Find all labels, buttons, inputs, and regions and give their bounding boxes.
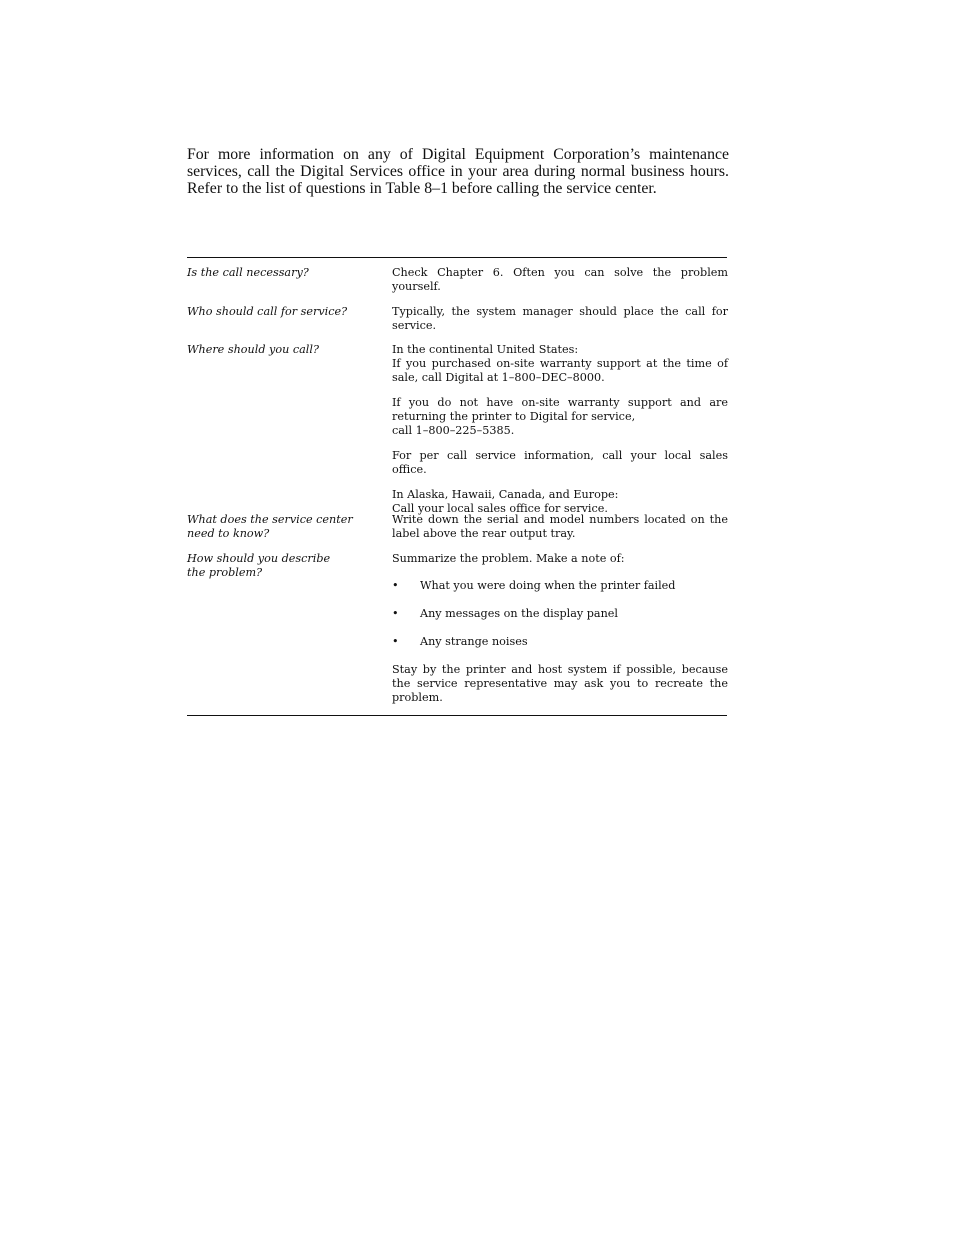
- question-cell: Who should call for service?: [187, 305, 348, 318]
- answer-text: Stay by the printer and host system if possible, because the service representative may ask you to recreate the problem.: [392, 663, 728, 704]
- question-cell: How should you describe the problem?: [187, 552, 331, 579]
- table-bottom-rule: [187, 715, 727, 716]
- list-item-text: Any messages on the display panel: [420, 607, 618, 620]
- answer-text: If you do not have on-site warranty support and are returning the printer to Digital for service, call 1–800–225–5385.: [392, 396, 728, 437]
- bullet-icon: •: [392, 635, 399, 648]
- question-cell: Is the call necessary?: [187, 266, 309, 279]
- answer-cell: [392, 552, 728, 705]
- question-cell: What does the service center need to know?: [187, 513, 353, 540]
- answer-text: In Alaska, Hawaii, Canada, and Europe: Call your local sales office for service.: [392, 488, 619, 515]
- question-cell: Where should you call?: [187, 343, 319, 356]
- list-item-text: Any strange noises: [420, 635, 528, 648]
- answer-cell: [392, 266, 728, 294]
- bullet-icon: •: [392, 579, 399, 592]
- answer-text: For per call service information, call your local sales office.: [392, 449, 728, 476]
- table-top-rule: [187, 257, 727, 258]
- answer-cell: [392, 305, 728, 333]
- list-item: [392, 579, 728, 593]
- list-item: [392, 607, 728, 621]
- answer-text: Write down the serial and model numbers located on the label above the rear output tray.: [392, 513, 728, 540]
- bullet-list: [392, 579, 728, 649]
- answer-cell: [392, 343, 728, 516]
- answer-text: In the continental United States: If you purchased on-site warranty support at the time of sale, call Digital at 1–800–DEC–8000.: [392, 343, 728, 384]
- answer-text: Summarize the problem. Make a note of:: [392, 552, 625, 565]
- list-item: [392, 635, 728, 649]
- intro-paragraph: For more information on any of Digital Equipment Corporation’s maintenance services, call the Digital Services office in your area during normal business hours. Refer to the list of questions in Table 8–1 before calling the service center.: [187, 146, 729, 197]
- answer-cell: [392, 513, 728, 541]
- bullet-icon: •: [392, 607, 399, 620]
- list-item-text: What you were doing when the printer failed: [420, 579, 676, 592]
- answer-text: Check Chapter 6. Often you can solve the problem yourself.: [392, 266, 728, 293]
- answer-text: Typically, the system manager should place the call for service.: [392, 305, 728, 332]
